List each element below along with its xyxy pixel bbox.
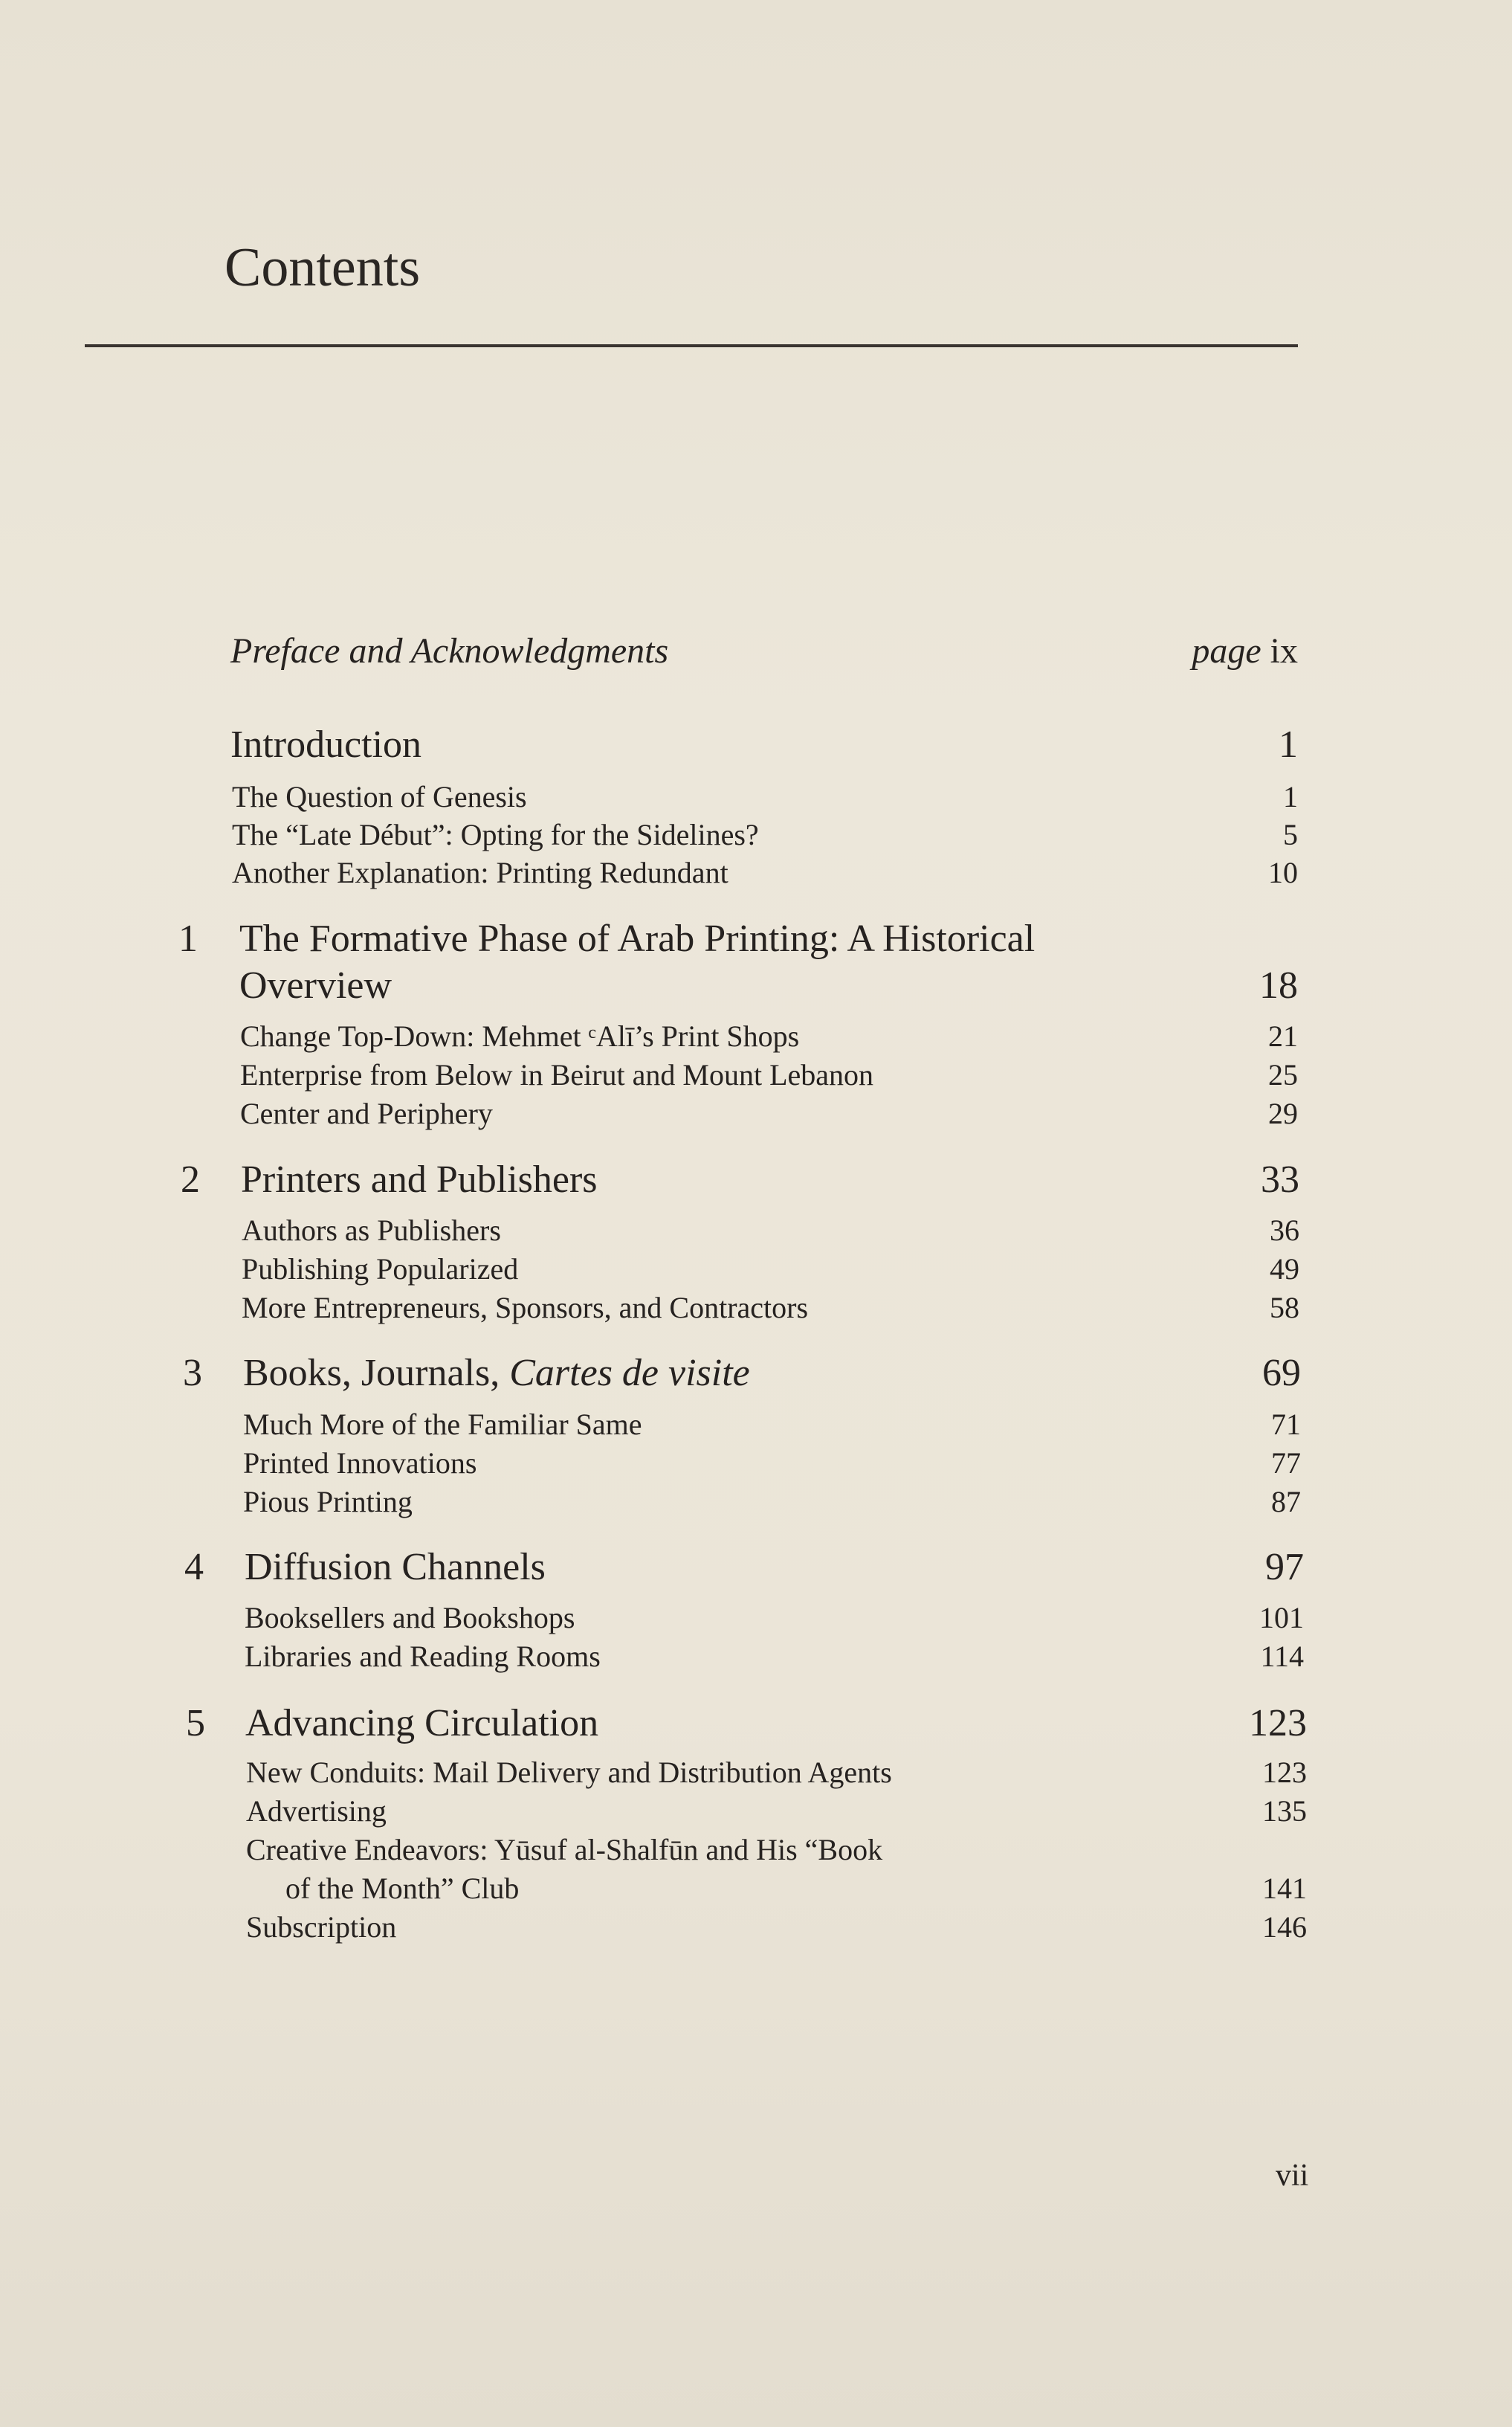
toc-section-page: 21 (1268, 1019, 1298, 1053)
toc-section-label: The Question of Genesis (232, 780, 527, 813)
page-prefix: page (1192, 631, 1261, 671)
chapter-title-roman: Books, Journals, (243, 1352, 510, 1394)
toc-section-label: Subscription (246, 1910, 397, 1944)
toc-section-page: 146 (1262, 1910, 1307, 1944)
toc-section-label: The “Late Début”: Opting for the Sidelines? (232, 818, 759, 851)
toc-section-label: Change Top-Down: Mehmet ᶜAlī’s Print Shops (240, 1019, 800, 1053)
chapter-page: 97 (1265, 1546, 1304, 1588)
toc-section-label: Another Explanation: Printing Redundant (232, 856, 728, 889)
toc-section-label-cont: of the Month” Club (285, 1872, 520, 1905)
toc-entry-label: Introduction (230, 723, 422, 766)
chapter-title (243, 1351, 750, 1395)
toc-section-label: Advertising (246, 1794, 387, 1828)
chapter-number: 3 (183, 1352, 202, 1394)
toc-section-page: 123 (1262, 1756, 1307, 1789)
chapter-title-italic: Cartes de visite (509, 1352, 750, 1394)
toc-section-page: 29 (1268, 1097, 1298, 1130)
chapter-page: 33 (1261, 1158, 1299, 1201)
toc-section-page: 71 (1271, 1408, 1301, 1441)
toc-section-label: New Conduits: Mail Delivery and Distribution Agents (246, 1756, 892, 1789)
toc-section-page: 10 (1268, 856, 1298, 889)
toc-section-label: Booksellers and Bookshops (245, 1601, 575, 1634)
toc-section-page: 36 (1270, 1214, 1299, 1247)
chapter-number: 1 (178, 918, 198, 960)
toc-entry-page (1192, 631, 1298, 671)
toc-section-label: Much More of the Familiar Same (243, 1408, 642, 1441)
toc-section-page: 87 (1271, 1485, 1301, 1518)
toc-section-page: 135 (1262, 1794, 1307, 1828)
toc-section-page: 77 (1271, 1446, 1301, 1480)
chapter-title-line2: Overview (239, 964, 392, 1007)
title-rule (85, 344, 1298, 347)
chapter-title: Advancing Circulation (245, 1702, 599, 1744)
page-folio: vii (1276, 2159, 1309, 2193)
chapter-number: 5 (186, 1702, 205, 1744)
chapter-page: 123 (1249, 1702, 1307, 1744)
chapter-number: 2 (181, 1158, 200, 1201)
toc-section-label: Enterprise from Below in Beirut and Mount Lebanon (240, 1058, 874, 1092)
toc-section-page: 58 (1270, 1291, 1299, 1324)
page-number: ix (1270, 631, 1298, 671)
chapter-title-line1: The Formative Phase of Arab Printing: A Historical (239, 918, 1036, 960)
toc-section-label: More Entrepreneurs, Sponsors, and Contractors (242, 1291, 809, 1324)
toc-section-page: 101 (1259, 1601, 1304, 1634)
toc-entry-label: Preface and Acknowledgments (230, 631, 669, 671)
toc-section-label: Center and Periphery (240, 1097, 493, 1130)
toc-section-page: 1 (1283, 780, 1298, 813)
toc-entry-page: 1 (1279, 723, 1298, 766)
toc-section-label: Creative Endeavors: Yūsuf al-Shalfūn and His “Book (246, 1833, 883, 1866)
toc-section-page: 141 (1262, 1872, 1307, 1905)
toc-section-label: Authors as Publishers (242, 1214, 501, 1247)
toc-section-page: 5 (1283, 818, 1298, 851)
toc-section-label: Pious Printing (243, 1485, 413, 1518)
chapter-page: 18 (1259, 964, 1298, 1007)
toc-section-page: 114 (1260, 1640, 1304, 1673)
toc-section-page: 25 (1268, 1058, 1298, 1092)
chapter-title: Printers and Publishers (241, 1158, 598, 1201)
toc-section-page: 49 (1270, 1252, 1299, 1286)
toc-section-label: Publishing Popularized (242, 1252, 519, 1286)
chapter-page: 69 (1262, 1352, 1301, 1394)
toc-section-label: Libraries and Reading Rooms (245, 1640, 601, 1673)
chapter-number: 4 (184, 1546, 204, 1588)
page-title: Contents (224, 237, 421, 298)
toc-section-label: Printed Innovations (243, 1446, 477, 1480)
chapter-title: Diffusion Channels (245, 1546, 546, 1588)
